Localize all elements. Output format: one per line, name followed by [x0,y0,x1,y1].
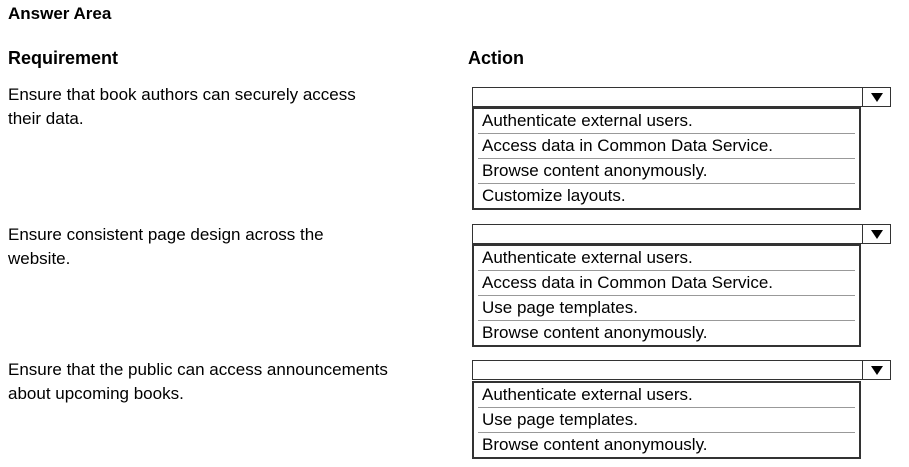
requirement-header: Requirement [8,48,119,68]
chevron-down-icon[interactable] [862,361,890,379]
requirement-3-line2: about upcoming books. [8,384,184,403]
requirement-2 [8,223,458,271]
requirement-1-line1: Ensure that book authors can securely access [8,85,356,104]
option-access-data-cds[interactable]: Access data in Common Data Service. [478,271,855,296]
option-use-page-templates[interactable]: Use page templates. [478,408,855,433]
chevron-down-icon[interactable] [862,88,890,106]
action-dropdown-3[interactable] [472,360,891,380]
option-browse-anonymously[interactable]: Browse content anonymously. [482,435,708,454]
option-use-page-templates[interactable]: Use page templates. [478,296,855,321]
requirement-1-line2: their data. [8,109,84,128]
requirement-3 [8,358,458,406]
action-options-3 [472,381,861,459]
option-authenticate-external-users[interactable]: Authenticate external users. [478,109,855,134]
answer-area-title: Answer Area [8,4,112,23]
option-access-data-cds[interactable]: Access data in Common Data Service. [478,134,855,159]
requirement-3-line1: Ensure that the public can access announcements [8,360,388,379]
action-options-1 [472,107,861,210]
chevron-down-icon[interactable] [862,225,890,243]
option-customize-layouts[interactable]: Customize layouts. [482,186,626,205]
option-authenticate-external-users[interactable]: Authenticate external users. [478,246,855,271]
action-header: Action [468,48,524,68]
requirement-2-line2: website. [8,249,71,268]
option-browse-anonymously[interactable]: Browse content anonymously. [478,159,855,184]
requirement-2-line1: Ensure consistent page design across the [8,225,324,244]
option-authenticate-external-users[interactable]: Authenticate external users. [478,383,855,408]
action-dropdown-2[interactable] [472,224,891,244]
action-options-2 [472,244,861,347]
option-browse-anonymously[interactable]: Browse content anonymously. [482,323,708,342]
requirement-1 [8,83,458,131]
action-dropdown-1[interactable] [472,87,891,107]
